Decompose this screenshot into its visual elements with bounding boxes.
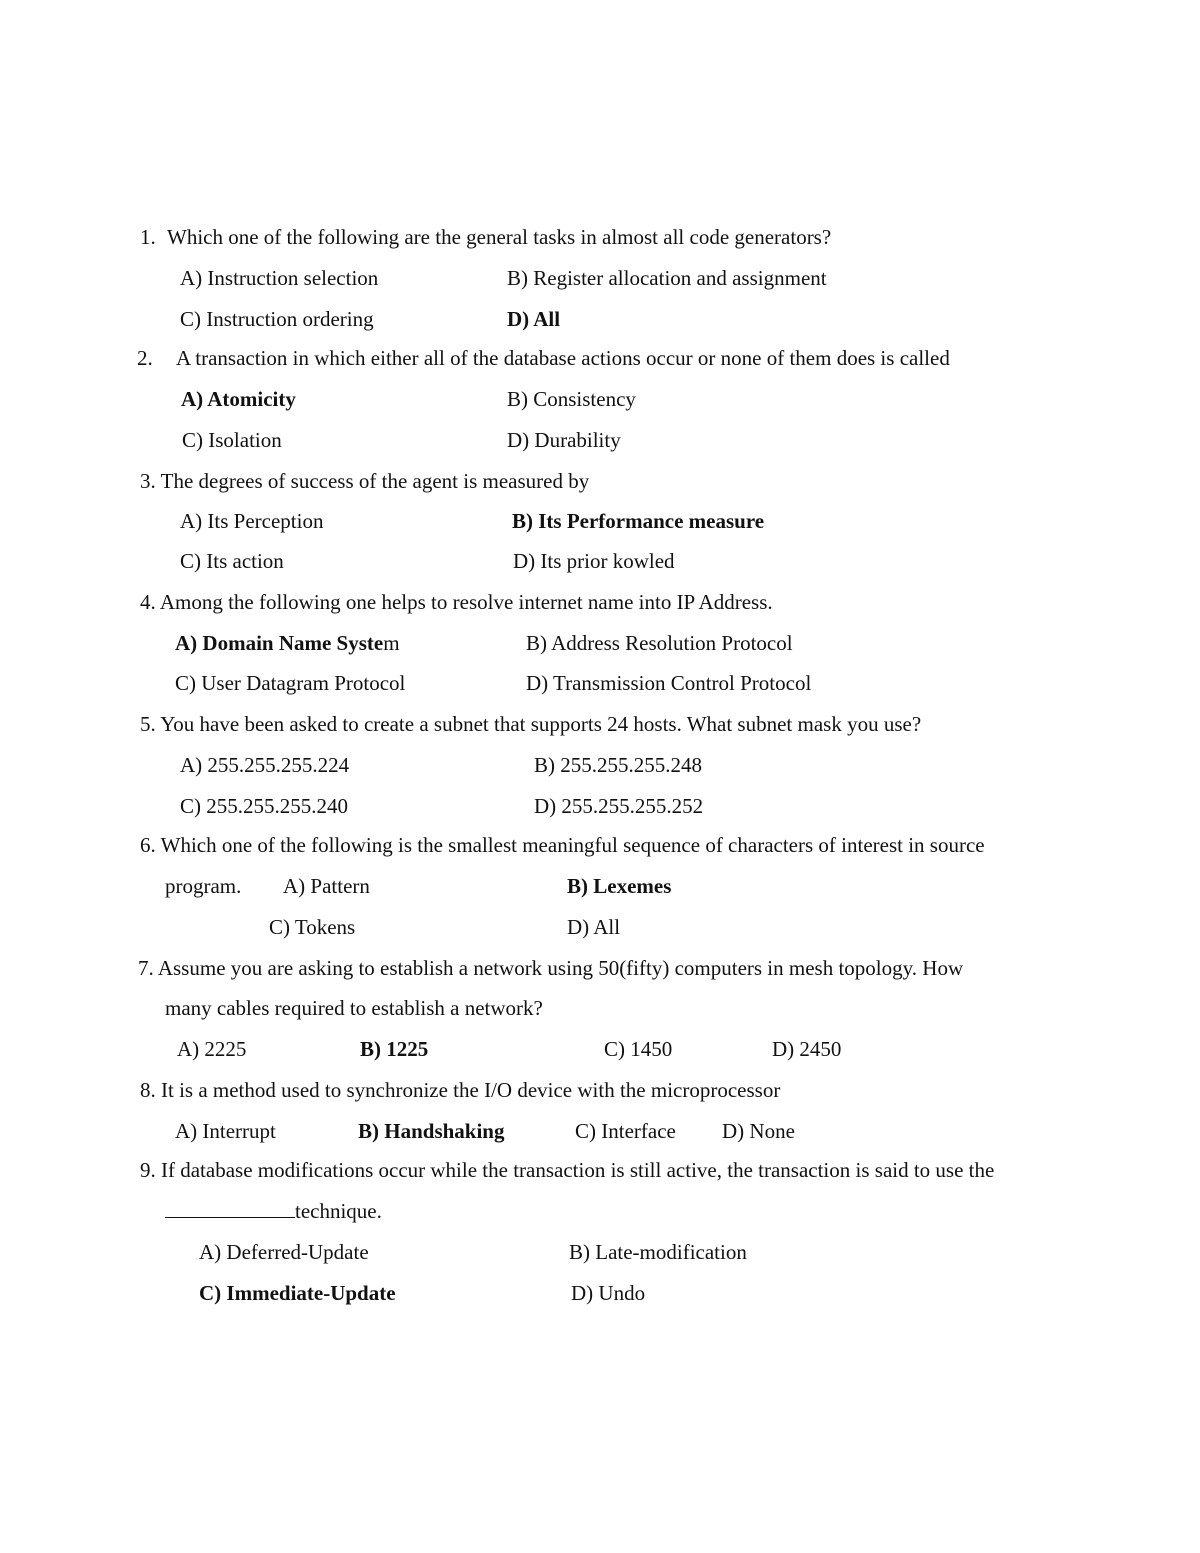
question-text: Which one of the following is the smallest meaningful sequence of characters of interest in source: [160, 833, 985, 857]
option-b[interactable]: B) Late-modification: [569, 1240, 747, 1264]
question-8: [140, 1077, 780, 1103]
question-number: 5.: [140, 712, 156, 736]
option-b[interactable]: B) Address Resolution Protocol: [526, 631, 793, 655]
question-text-continued: many cables required to establish a network?: [165, 996, 543, 1020]
question-4: [140, 589, 773, 615]
option-a-correct[interactable]: A) Atomicity: [181, 387, 296, 411]
option-b[interactable]: B) 255.255.255.248: [534, 753, 702, 777]
option-c[interactable]: C) Tokens: [269, 915, 356, 939]
question-text: If database modifications occur while the transaction is still active, the transaction is said to use the: [161, 1158, 995, 1182]
option-a[interactable]: A) Interrupt: [175, 1119, 276, 1143]
question-text: A transaction in which either all of the database actions occur or none of them does is called: [176, 346, 950, 370]
question-7: [138, 955, 963, 981]
question-number: 6.: [140, 833, 156, 857]
question-text-continued: technique.: [295, 1199, 382, 1223]
fill-in-blank[interactable]: [165, 1199, 295, 1218]
option-a-bold-part: A) Domain Name Syste: [175, 631, 384, 655]
question-2: [137, 345, 950, 371]
question-number: 7.: [138, 956, 154, 980]
question-text: The degrees of success of the agent is measured by: [160, 469, 590, 493]
question-7-continued: [165, 995, 543, 1021]
option-a[interactable]: A) Pattern: [283, 874, 370, 898]
option-c[interactable]: C) User Datagram Protocol: [175, 671, 406, 695]
option-c[interactable]: C) Interface: [575, 1119, 676, 1143]
question-text: Which one of the following are the general tasks in almost all code generators?: [167, 225, 832, 249]
option-c[interactable]: C) 255.255.255.240: [180, 794, 348, 818]
option-b-correct[interactable]: B) Lexemes: [567, 874, 672, 898]
option-a[interactable]: A) 255.255.255.224: [180, 753, 350, 777]
option-d[interactable]: D) Transmission Control Protocol: [526, 671, 812, 695]
question-number: 1.: [140, 225, 156, 249]
option-a[interactable]: A) Its Perception: [180, 509, 324, 533]
question-9: [140, 1157, 994, 1183]
question-text: Assume you are asking to establish a network using 50(fifty) computers in mesh topology. How: [157, 956, 964, 980]
option-a[interactable]: A) Deferred-Update: [199, 1240, 369, 1264]
option-d-correct[interactable]: D) All: [507, 307, 561, 331]
option-d[interactable]: D) Durability: [507, 428, 621, 452]
option-b-correct[interactable]: B) 1225: [360, 1037, 429, 1061]
question-number: 8.: [140, 1078, 156, 1102]
option-d[interactable]: D) Its prior kowled: [513, 549, 675, 573]
option-a-correct[interactable]: [175, 630, 400, 656]
question-text-continued: program.: [165, 874, 242, 898]
option-a[interactable]: A) Instruction selection: [180, 266, 379, 290]
option-b[interactable]: B) Consistency: [507, 387, 636, 411]
option-d[interactable]: D) All: [567, 915, 621, 939]
option-b[interactable]: B) Register allocation and assignment: [507, 266, 827, 290]
option-b-correct[interactable]: B) Its Performance measure: [512, 509, 765, 533]
question-9-continued: [165, 1198, 382, 1224]
option-a-rest: m: [383, 631, 400, 655]
question-3: [140, 468, 589, 494]
option-d[interactable]: D) None: [722, 1119, 795, 1143]
option-c[interactable]: C) Instruction ordering: [180, 307, 374, 331]
option-c[interactable]: C) 1450: [604, 1037, 673, 1061]
question-text: You have been asked to create a subnet that supports 24 hosts. What subnet mask you use?: [160, 712, 922, 736]
question-text: Among the following one helps to resolve internet name into IP Address.: [159, 590, 773, 614]
question-number: 4.: [140, 590, 156, 614]
option-d[interactable]: D) 2450: [772, 1037, 842, 1061]
option-c[interactable]: C) Isolation: [182, 428, 282, 452]
question-number: 2.: [137, 346, 153, 370]
question-text: It is a method used to synchronize the I/O device with the microprocessor: [161, 1078, 781, 1102]
question-number: 3.: [140, 469, 156, 493]
question-number: 9.: [140, 1158, 156, 1182]
option-a[interactable]: A) 2225: [177, 1037, 247, 1061]
option-d[interactable]: D) Undo: [571, 1281, 646, 1305]
option-c-correct[interactable]: C) Immediate-Update: [199, 1281, 396, 1305]
option-b-correct[interactable]: B) Handshaking: [358, 1119, 505, 1143]
option-c[interactable]: C) Its action: [180, 549, 284, 573]
question-1: [140, 224, 831, 250]
option-d[interactable]: D) 255.255.255.252: [534, 794, 704, 818]
question-5: [140, 711, 921, 737]
question-6: [140, 832, 985, 858]
